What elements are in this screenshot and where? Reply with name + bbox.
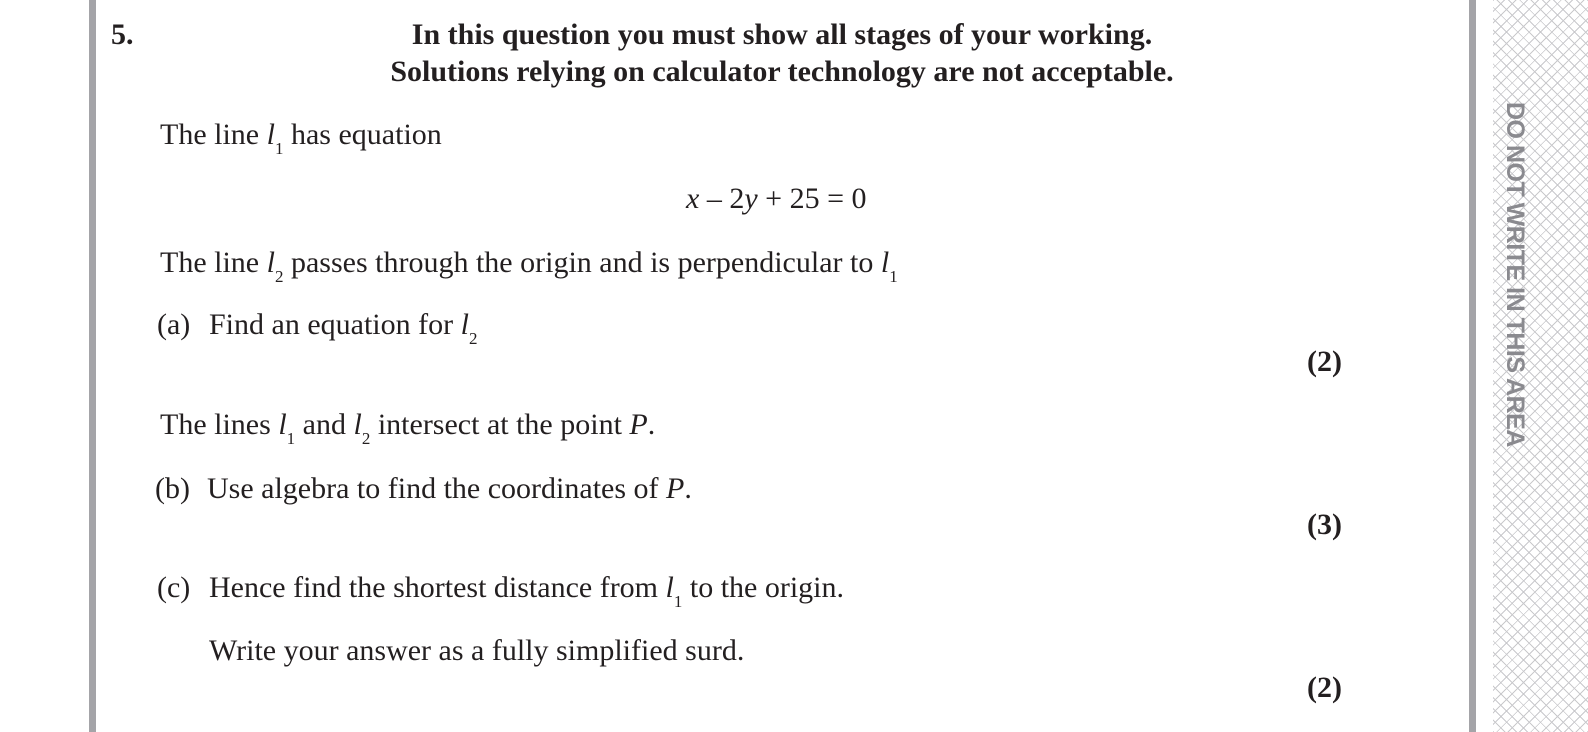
intersect-line: The lines $l_1$ and $l_2$ intersect at the point P. xyxy=(160,408,656,448)
part-a: (a) Find an equation for $l_2$ xyxy=(157,308,478,348)
question-number: 5. xyxy=(111,18,134,51)
line2-description: The line $l_2$ passes through the origin and is perpendicular to $l_1$ xyxy=(160,246,898,286)
page-border-left xyxy=(89,0,96,732)
part-c: (c) Hence find the shortest distance from $l_1$ to the origin. xyxy=(157,571,845,611)
page-border-right xyxy=(1469,0,1476,732)
part-c-instruction: Write your answer as a fully simplified surd. xyxy=(209,634,745,667)
instruction-line-2: Solutions relying on calculator technology are not acceptable. xyxy=(390,55,1174,88)
part-a-marks: (2) xyxy=(1307,345,1342,378)
equation-l1: x – 2y + 25 = 0 xyxy=(686,182,867,215)
part-b: (b) Use algebra to find the coordinates of P. xyxy=(155,472,692,505)
part-b-marks: (3) xyxy=(1307,508,1342,541)
margin-warning-label: DO NOT WRITE IN THIS AREA xyxy=(1501,102,1529,447)
intro-line: The line $l_1$ has equation xyxy=(160,118,442,158)
part-c-marks: (2) xyxy=(1307,671,1342,704)
instruction-line-1: In this question you must show all stages of your working. xyxy=(411,18,1153,51)
